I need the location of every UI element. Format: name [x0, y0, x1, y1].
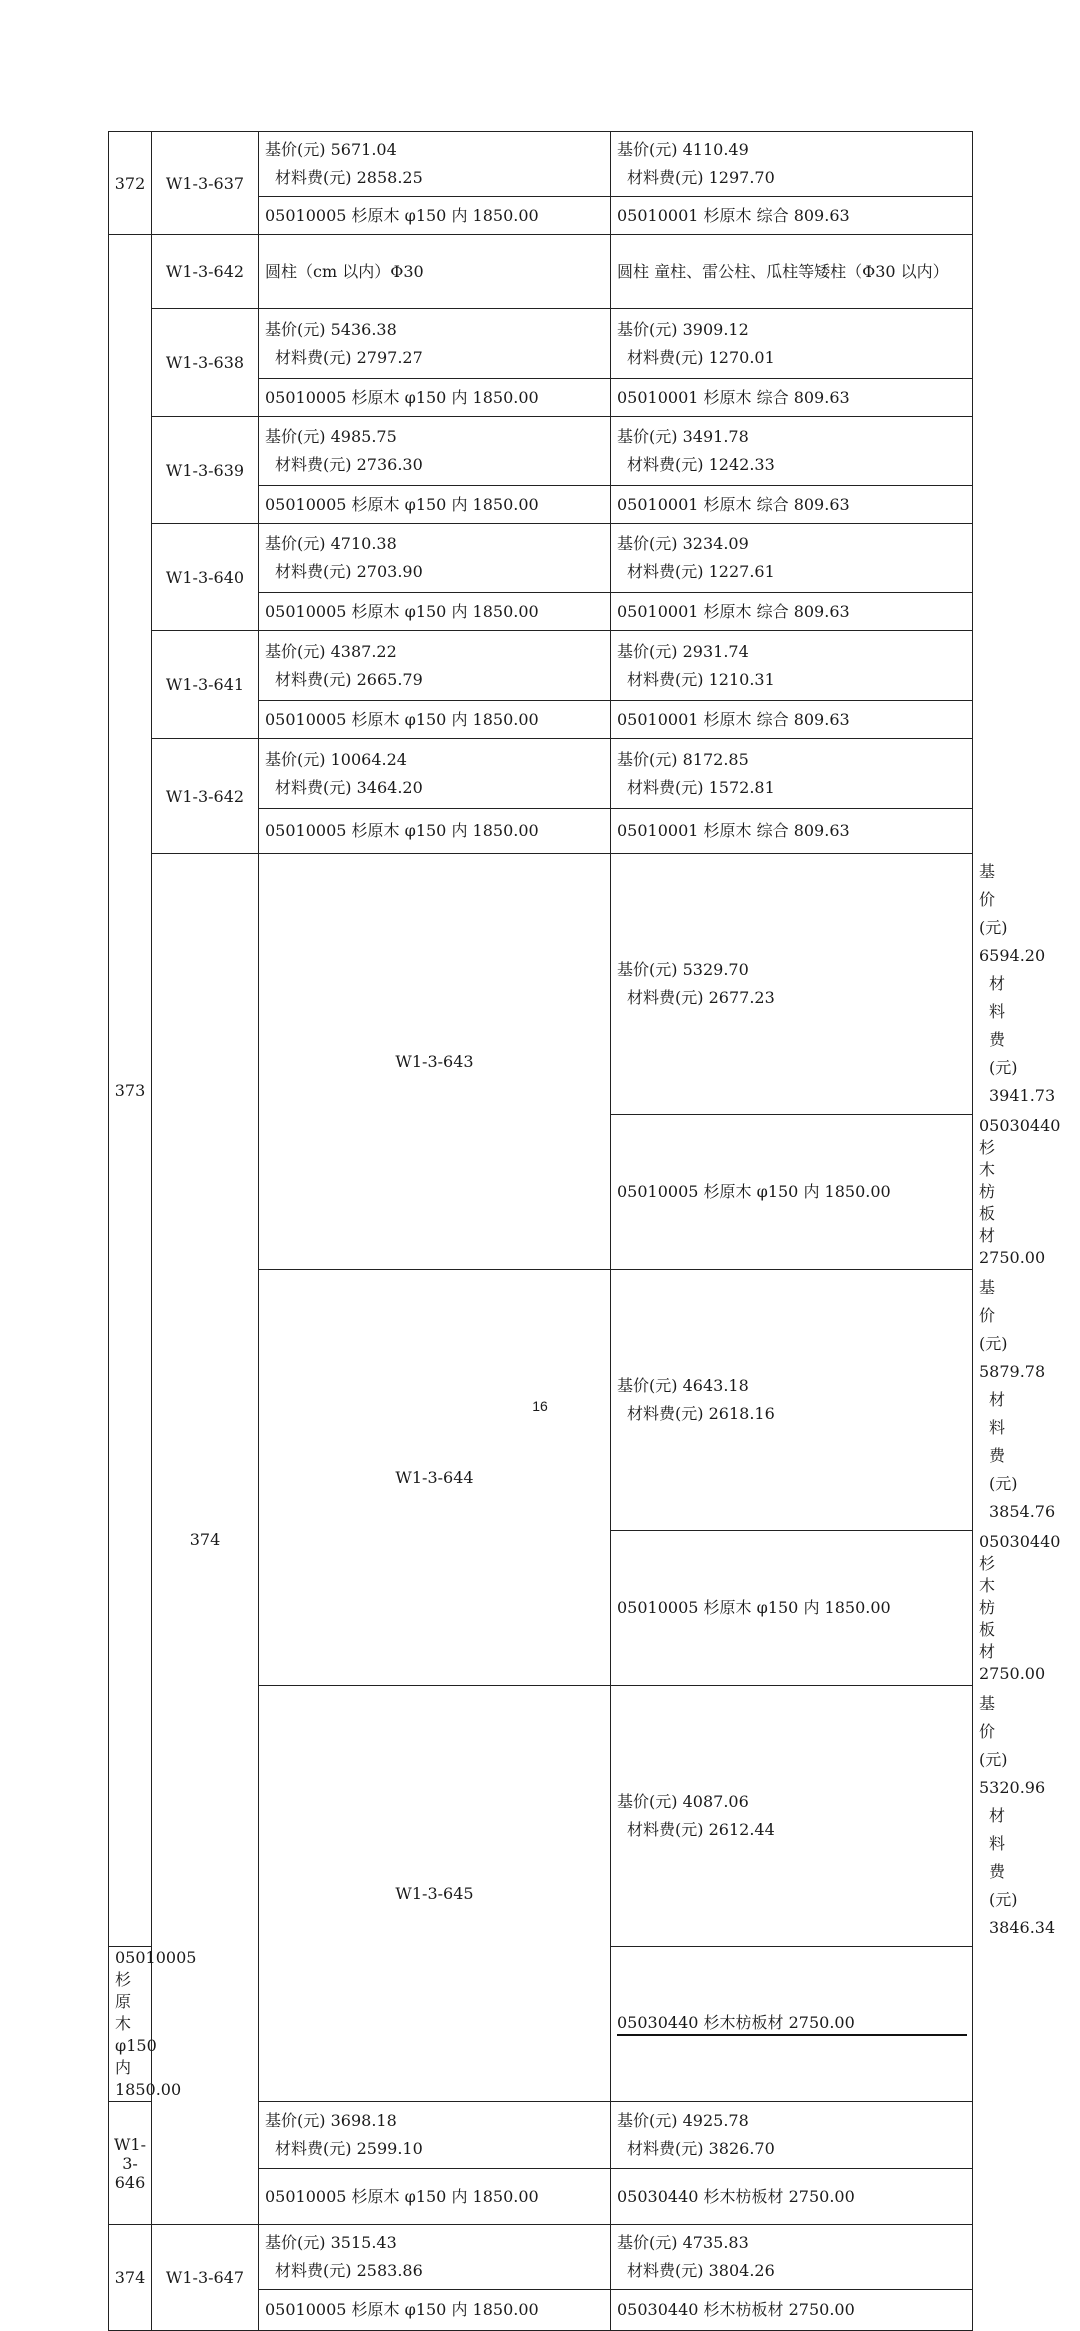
base-price: 10064.24: [330, 749, 407, 769]
material-item-b: 05010001 杉原木 综合 809.63: [611, 593, 973, 631]
material-fee: 2665.79: [356, 669, 423, 689]
price-cell-b: 基价(元) 2931.74 材料费(元) 1210.31: [611, 631, 973, 701]
material-fee: 3854.76: [989, 1502, 1056, 1521]
group-number: 373: [109, 235, 152, 1947]
price-cell-b: 基价(元) 8172.85 材料费(元) 1572.81: [611, 739, 973, 809]
item-code: W1-3-644: [259, 1270, 611, 1686]
base-price: 4087.06: [682, 1792, 749, 1811]
base-price: 5436.38: [330, 319, 397, 339]
item-code: W1-3-647: [152, 2225, 259, 2331]
table-row: 05010005 杉原木 φ150 内 1850.00 05030440 杉木枋板材 2750.00: [109, 1531, 973, 1686]
table-row: W1-3-644 基价(元) 4643.18 材料费(元) 2618.16 基价(元) 5879.78 材料费(元) 3854.76: [109, 1270, 973, 1531]
material-item-b: [611, 1947, 973, 2102]
base-price: 4643.18: [682, 1376, 749, 1395]
group-number: 372: [109, 132, 152, 235]
item-code: W1-3-638: [152, 309, 259, 417]
table-row: 05010005 杉原木 φ150 内 1850.00 05030440 杉木枋板材 2750.00: [109, 1115, 973, 1270]
table-row: [109, 631, 973, 701]
table-row: [109, 2225, 973, 2290]
material-fee: 3941.73: [989, 1086, 1056, 1105]
price-cell-b: 基价(元) 4110.49 材料费(元) 1297.70: [611, 132, 973, 197]
table-row: [109, 417, 973, 486]
item-code: W1-3-639: [152, 417, 259, 524]
material-fee: 1297.70: [708, 168, 775, 187]
price-cell-a: 基价(元) 4710.38 材料费(元) 2703.90: [259, 524, 611, 593]
material-item-a: 05010005 杉原木 φ150 内 1850.00: [109, 1947, 152, 2102]
price-cell-b: 基价(元) 3491.78 材料费(元) 1242.33: [611, 417, 973, 486]
table-row: W1-3-645 基价(元) 4087.06 材料费(元) 2612.44 基价(元) 5320.96 材料费(元) 3846.34: [109, 1686, 973, 1947]
material-fee: 2612.44: [708, 1820, 775, 1839]
base-price: 3698.18: [330, 2111, 397, 2130]
base-price: 4710.38: [330, 534, 397, 553]
material-fee: 1572.81: [708, 777, 775, 797]
material-fee: 3846.34: [989, 1918, 1056, 1937]
material-item-b: 05010001 杉原木 综合 809.63: [611, 809, 973, 854]
table-row: [109, 132, 973, 197]
table-row: [109, 235, 973, 309]
underlined-item: 05030440 杉木枋板材 2750.00: [617, 2012, 967, 2036]
base-price: 4985.75: [330, 427, 397, 446]
material-item-b: 05030440 杉木枋板材 2750.00: [611, 2169, 973, 2225]
item-code: W1-3-645: [259, 1686, 611, 2102]
base-price: 4925.78: [682, 2111, 749, 2130]
material-item-b: 05010001 杉原木 综合 809.63: [611, 379, 973, 417]
base-price: 5671.04: [330, 140, 397, 159]
item-code: W1-3-646: [109, 2102, 152, 2225]
material-fee: 1270.01: [708, 347, 775, 367]
material-fee: 1227.61: [708, 562, 775, 581]
material-item-b: 05010001 杉原木 综合 809.63: [611, 197, 973, 235]
price-table: [108, 131, 1061, 2331]
price-cell-a: 基价(元) 5329.70 材料费(元) 2677.23: [611, 854, 973, 1115]
group-number: 374: [109, 2225, 152, 2331]
price-cell-a: 基价(元) 4985.75 材料费(元) 2736.30: [259, 417, 611, 486]
material-fee: 2736.30: [356, 455, 423, 474]
item-code: W1-3-642: [152, 739, 259, 854]
material-item-a: 05010005 杉原木 φ150 内 1850.00: [259, 2290, 611, 2331]
material-item-a: 05010005 杉原木 φ150 内 1850.00: [259, 379, 611, 417]
price-cell-a: 基价(元) 5671.04 材料费(元) 2858.25: [259, 132, 611, 197]
price-cell-a: 基价(元) 4087.06 材料费(元) 2612.44: [611, 1686, 973, 1947]
price-cell-a: 基价(元) 4643.18 材料费(元) 2618.16: [611, 1270, 973, 1531]
base-price: 5879.78: [979, 1362, 1046, 1381]
price-cell-a: 基价(元) 3515.43 材料费(元) 2583.86: [259, 2225, 611, 2290]
material-item-a: 05010005 杉原木 φ150 内 1850.00: [259, 809, 611, 854]
item-code: W1-3-637: [152, 132, 259, 235]
page-number: 16: [532, 1398, 548, 1414]
group-number: 374: [152, 854, 259, 2225]
material-item-a: 05010005 杉原木 φ150 内 1850.00: [259, 197, 611, 235]
material-fee: 2703.90: [356, 562, 423, 581]
description-a: 圆柱（cm 以内）Φ30: [259, 235, 611, 309]
material-item-a: 05010005 杉原木 φ150 内 1850.00: [259, 701, 611, 739]
material-item-a: 05010005 杉原木 φ150 内 1850.00: [259, 593, 611, 631]
material-item-a: 05010005 杉原木 φ150 内 1850.00: [259, 486, 611, 524]
base-price: 6594.20: [979, 946, 1046, 965]
item-code: W1-3-640: [152, 524, 259, 631]
material-item-b: 05030440 杉木枋板材 2750.00: [611, 2290, 973, 2331]
material-item-b: 05010001 杉原木 综合 809.63: [611, 486, 973, 524]
material-fee: 3464.20: [356, 777, 423, 797]
base-price: 2931.74: [682, 641, 749, 661]
base-price: 5320.96: [979, 1778, 1046, 1797]
material-fee: 2618.16: [708, 1404, 775, 1423]
material-fee: 2599.10: [356, 2139, 423, 2158]
base-price: 3909.12: [682, 319, 749, 339]
material-fee: 1242.33: [708, 455, 775, 474]
base-price: 4110.49: [682, 140, 749, 159]
item-code: W1-3-642: [152, 235, 259, 309]
base-price: 3234.09: [682, 534, 749, 553]
description-b: 圆柱 童柱、雷公柱、瓜柱等矮柱（Φ30 以内）: [611, 235, 973, 309]
base-price: 8172.85: [682, 749, 749, 769]
table-row: [109, 309, 973, 379]
base-price: 3491.78: [682, 427, 749, 446]
price-cell-b: 基价(元) 4925.78 材料费(元) 3826.70: [611, 2102, 973, 2169]
table-row: [109, 524, 973, 593]
item-code: W1-3-641: [152, 631, 259, 739]
price-cell-b: 基价(元) 3909.12 材料费(元) 1270.01: [611, 309, 973, 379]
table-row: [109, 739, 973, 809]
item-code: W1-3-643: [259, 854, 611, 1270]
material-fee: 1210.31: [708, 669, 775, 689]
material-fee: 2583.86: [356, 2261, 423, 2280]
material-item-a: 05010005 杉原木 φ150 内 1850.00: [611, 1531, 973, 1686]
material-fee: 3826.70: [708, 2139, 775, 2158]
base-price: 3515.43: [330, 2233, 397, 2252]
material-fee: 3804.26: [708, 2261, 775, 2280]
material-item-a: 05010005 杉原木 φ150 内 1850.00: [611, 1115, 973, 1270]
base-price: 5329.70: [682, 960, 749, 979]
material-fee: 2858.25: [356, 168, 423, 187]
material-fee: 2677.23: [708, 988, 775, 1007]
price-cell-a: 基价(元) 4387.22 材料费(元) 2665.79: [259, 631, 611, 701]
price-cell-a: 基价(元) 3698.18 材料费(元) 2599.10: [259, 2102, 611, 2169]
price-cell-b: 基价(元) 4735.83 材料费(元) 3804.26: [611, 2225, 973, 2290]
price-cell-b: 基价(元) 3234.09 材料费(元) 1227.61: [611, 524, 973, 593]
base-price: 4735.83: [682, 2233, 749, 2252]
table-row: 374 W1-3-643 基价(元) 5329.70 材料费(元) 2677.23 基价(元) 6594.20 材料费(元) 3941.73: [109, 854, 973, 1115]
material-fee: 2797.27: [356, 347, 423, 367]
price-cell-a: 基价(元) 10064.24 材料费(元) 3464.20: [259, 739, 611, 809]
material-item-b: 05010001 杉原木 综合 809.63: [611, 701, 973, 739]
base-price: 4387.22: [330, 641, 397, 661]
price-cell-a: 基价(元) 5436.38 材料费(元) 2797.27: [259, 309, 611, 379]
material-item-a: 05010005 杉原木 φ150 内 1850.00: [259, 2169, 611, 2225]
